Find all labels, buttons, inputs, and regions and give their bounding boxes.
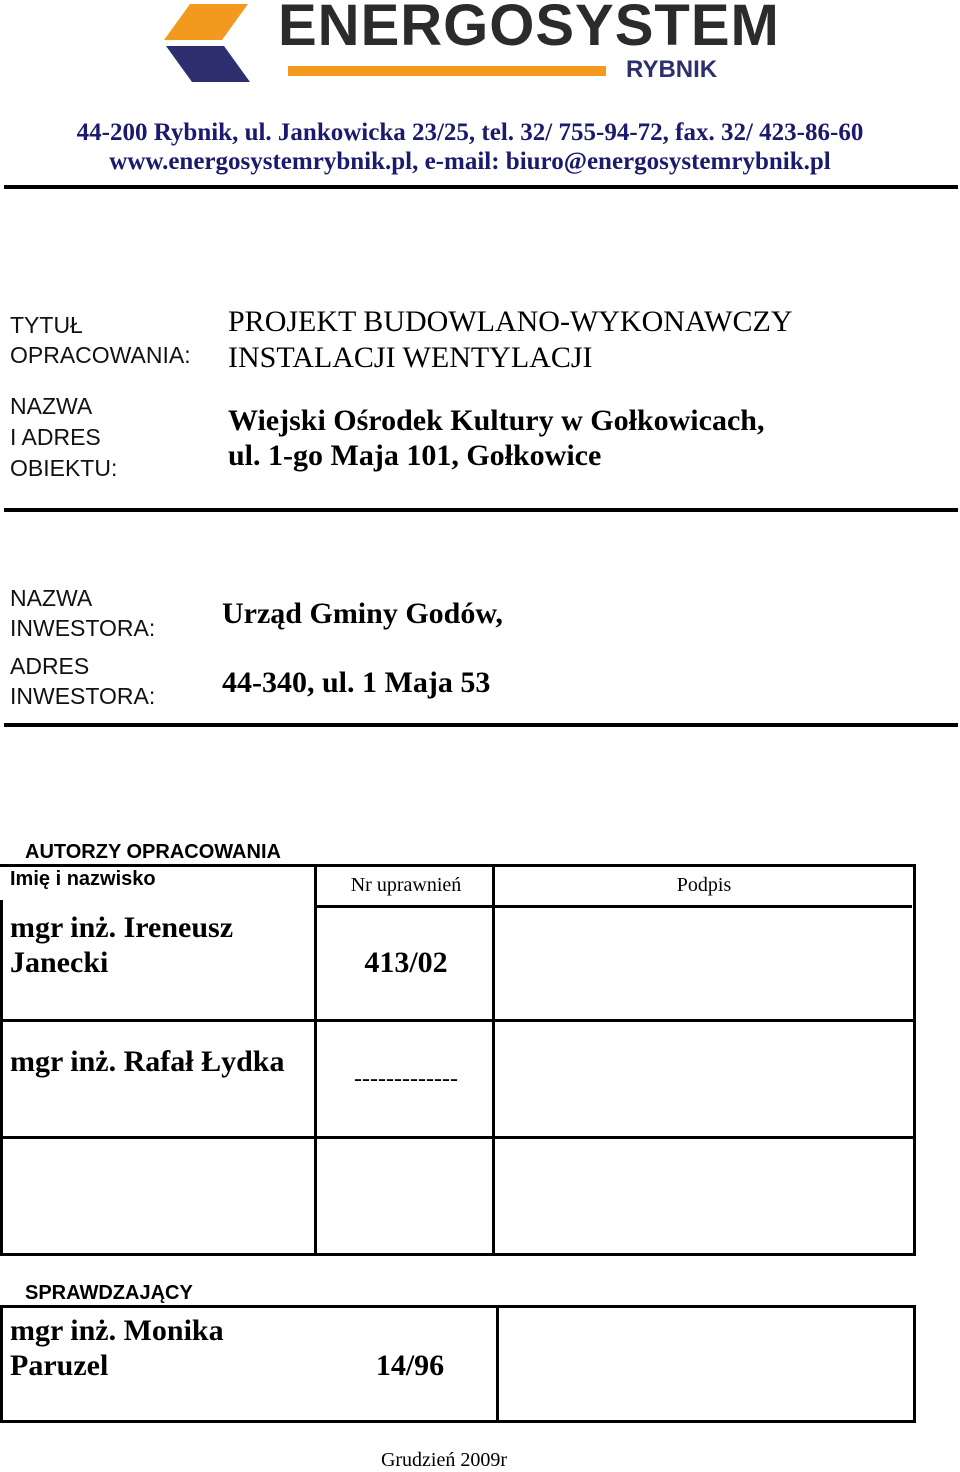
- logo-orange-chevron: [164, 4, 248, 40]
- logo-subtitle: RYBNIK: [626, 56, 718, 83]
- column-header-license: Nr uprawnień: [350, 874, 462, 896]
- authors-col-divider-1: [314, 867, 317, 1253]
- checker-col-divider: [496, 1308, 499, 1420]
- author-1-name-line1: mgr inż. Ireneusz: [10, 911, 234, 944]
- author-1-name-line2: Janecki: [10, 946, 109, 979]
- investor-address-label-line2: INWESTORA:: [10, 683, 156, 709]
- contact-address: 44-200 Rybnik, ul. Jankowicka 23/25, tel. 32/ 755-94-72, fax. 32/ 423-86-60: [76, 119, 864, 146]
- checker-left-edge: [0, 1305, 3, 1423]
- checker-heading: SPRAWDZAJĄCY: [25, 1282, 193, 1304]
- project-title-line1: PROJEKT BUDOWLANO-WYKONAWCZY: [228, 305, 793, 338]
- column-header-name: Imię i nazwisko: [10, 868, 156, 890]
- title-label-line2: OPRACOWANIA:: [10, 342, 191, 368]
- object-label-line1: NAZWA: [10, 393, 93, 419]
- checker-license: 14/96: [375, 1349, 445, 1382]
- object-label-line3: OBIEKTU:: [10, 455, 118, 481]
- authors-left-edge: [0, 900, 3, 1256]
- logo-navy-chevron: [166, 46, 250, 82]
- section-divider-2: [4, 723, 958, 727]
- logo-mark: [160, 0, 260, 90]
- authors-row-rule-2: [0, 1136, 913, 1139]
- investor-name-label-line1: NAZWA: [10, 585, 93, 611]
- author-2-name: mgr inż. Rafał Łydka: [10, 1045, 285, 1078]
- project-title-line2: INSTALACJI WENTYLACJI: [228, 341, 593, 374]
- investor-name-label-line2: INWESTORA:: [10, 615, 156, 641]
- object-name: Wiejski Ośrodek Kultury w Gołkowicach,: [228, 404, 765, 437]
- author-1-license: 413/02: [364, 946, 448, 979]
- object-label-line2: I ADRES: [10, 424, 101, 450]
- author-2-license: -------------: [354, 1066, 458, 1092]
- authors-row-rule-1: [0, 1019, 913, 1022]
- authors-heading: AUTORZY OPRACOWANIA: [25, 841, 281, 863]
- logo-underline-bar: [288, 66, 606, 76]
- investor-address: 44-340, ul. 1 Maja 53: [222, 666, 491, 699]
- contact-web-email: www.energosystemrybnik.pl, e-mail: biuro@energosystemrybnik.pl: [109, 148, 831, 175]
- investor-address-label-line1: ADRES: [10, 653, 90, 679]
- authors-header-rule: [314, 905, 912, 908]
- checker-name-line2: Paruzel: [10, 1349, 109, 1382]
- object-address: ul. 1-go Maja 101, Gołkowice: [228, 439, 602, 472]
- column-header-signature: Podpis: [676, 874, 732, 896]
- company-logo: [160, 0, 780, 90]
- header-divider: [4, 185, 958, 189]
- checker-name-line1: mgr inż. Monika: [10, 1314, 224, 1347]
- title-label-line1: TYTUŁ: [10, 312, 83, 338]
- authors-col-divider-2: [492, 867, 495, 1253]
- document-date: Grudzień 2009r: [380, 1449, 508, 1471]
- section-divider-1: [4, 508, 958, 512]
- logo-wordmark: ENERGOSYSTEM: [278, 0, 780, 58]
- investor-name: Urząd Gminy Godów,: [222, 597, 503, 630]
